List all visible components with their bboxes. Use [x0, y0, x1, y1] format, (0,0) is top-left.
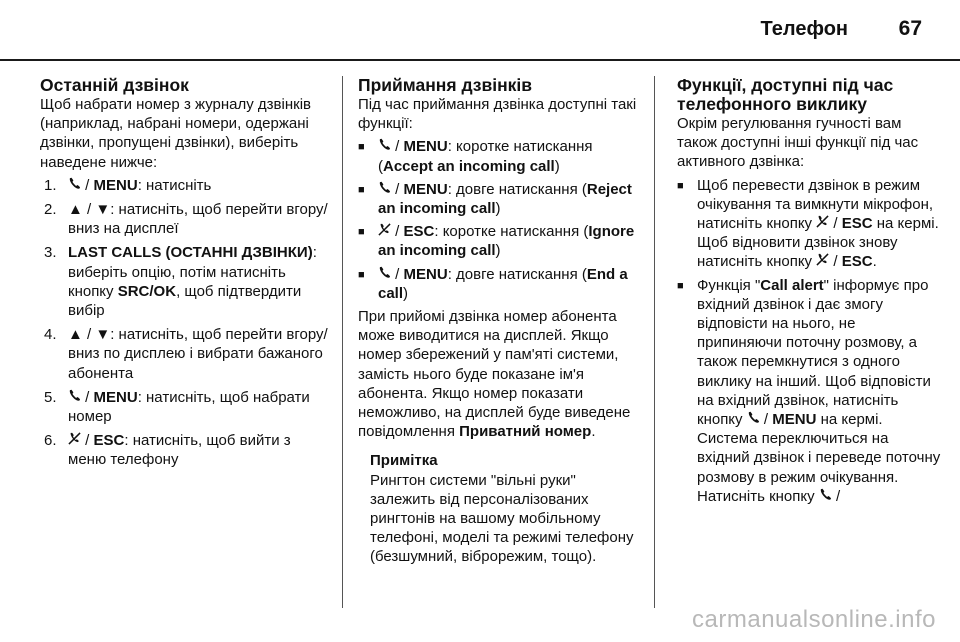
phone-icon — [68, 389, 81, 402]
list-item: 2. ▲ / ▼: натисніть, щоб перейти вгору/вниз на дисплеї — [44, 201, 328, 238]
list-item: 1. / MENU: натисніть — [44, 176, 212, 194]
list-item: ■ Щоб перевести дзвінок в режим очікування та вимкнути мікрофон, натисніть кнопку / ESC на кермі. Щоб відновити дзвінок знову натисніть кнопку / ESC. — [677, 176, 939, 271]
list-item: ■ / MENU: довге натискання (Reject an incoming call) — [358, 180, 632, 218]
section-heading: Приймання дзвінків — [358, 75, 533, 95]
page-number: 67 — [898, 17, 922, 40]
note-box — [370, 451, 640, 566]
bullet-icon: ■ — [358, 226, 365, 239]
section-intro: Під час приймання дзвінка доступні такі функції: — [358, 96, 637, 133]
phone-icon — [378, 138, 391, 151]
list-item: 4. ▲ / ▼: натисніть, щоб перейти вгору/вниз по дисплею і вибрати бажаного абонента — [44, 326, 328, 382]
hangup-icon — [378, 223, 391, 236]
section-heading: Функції, доступні під час телефонного виклику — [677, 75, 894, 114]
section-last-call — [40, 76, 332, 475]
bullet-icon: ■ — [677, 179, 684, 192]
list-item: ■ / MENU: довге натискання (End a call) — [358, 265, 628, 302]
list-item: ■ / ESC: коротке натискання (Ignore an incoming call) — [358, 223, 635, 260]
column-divider — [654, 76, 655, 608]
bullet-icon: ■ — [358, 141, 365, 154]
steps-list — [40, 176, 332, 470]
phone-icon — [68, 177, 81, 190]
section-heading: Останній дзвінок — [40, 75, 189, 95]
note-title: Примітка — [370, 452, 438, 470]
list-item: ■ Функція "Call alert" інформує про вхідний дзвінок і дає змогу відповісти на нього, не припиняючи поточну розмову, а також перемкнутися з одного виклику на інший. Щоб відповісти на вхідний дзвінок, натисніть кнопку / MENU на кермі. Система переключиться на вхідний дзвінок і переведе поточну розмову в режим очікування. Натисніть кнопку / — [677, 276, 941, 505]
bullet-icon: ■ — [358, 268, 365, 281]
section-intro: Щоб набрати номер з журналу дзвінків (наприклад, набрані номери, одержані дзвінки, пропущені дзвінки), виберіть наведене нижче: — [40, 96, 311, 171]
body-text: При прийомі дзвінка номер абонента може виводитися на дисплей. Якщо номер збережений у пам'яті системи, замість нього буде показане ім'я абонента. Якщо номер показати неможливо, на дисплей буде виведене повідомлення Приватний номер. — [358, 308, 631, 441]
page-header — [0, 0, 960, 62]
functions-list — [677, 176, 941, 506]
bullet-icon: ■ — [677, 279, 684, 292]
hangup-icon — [68, 432, 81, 445]
list-item: 5. / MENU: натисніть, щоб набрати номер — [44, 388, 310, 426]
list-item: 3. LAST CALLS (ОСТАННІ ДЗВІНКИ): виберіть опцію, потім натисніть кнопку SRC/OK, щоб підтвердити вибір — [44, 244, 317, 320]
note-text: Рингтон системи "вільні руки" залежить від персоналізованих рингтонів на вашому мобільному телефоні, моделі та режимі телефону (безшумний, віброрежим, тощо). — [370, 471, 634, 566]
phone-icon — [747, 411, 760, 424]
bullet-icon: ■ — [358, 183, 365, 196]
column-divider — [342, 76, 343, 608]
hangup-icon — [816, 215, 829, 228]
functions-list — [358, 137, 640, 303]
hangup-icon — [816, 253, 829, 266]
page-title: Телефон — [760, 18, 848, 40]
phone-icon — [378, 181, 391, 194]
section-receiving-calls — [358, 76, 640, 567]
section-call-functions — [677, 76, 941, 510]
watermark: carmanualsonline.info — [692, 606, 936, 633]
section-intro: Окрім регулювання гучності вам також доступні інші функції під час активного дзвінка: — [677, 115, 919, 171]
list-item: 6. / ESC: натисніть, щоб вийти з меню телефону — [44, 432, 291, 469]
header-rule — [0, 59, 960, 61]
list-item: ■ / MENU: коротке натискання (Accept an incoming call) — [358, 138, 593, 175]
phone-icon — [378, 266, 391, 279]
phone-icon — [819, 488, 832, 501]
